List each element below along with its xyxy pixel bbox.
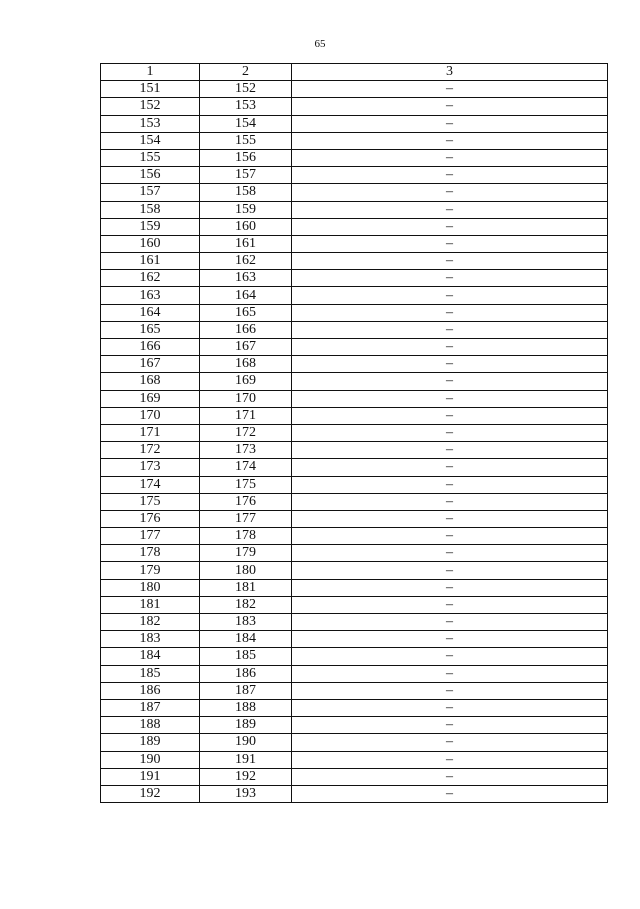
- table-cell: 169: [101, 390, 200, 407]
- table-cell: 166: [200, 321, 292, 338]
- table-cell: 158: [200, 184, 292, 201]
- table-cell: –: [292, 98, 608, 115]
- table-row: [101, 717, 608, 734]
- table-row: [101, 785, 608, 802]
- table-cell: 176: [200, 493, 292, 510]
- table-cell: 184: [101, 648, 200, 665]
- table-cell: –: [292, 407, 608, 424]
- page-number: 65: [314, 38, 326, 50]
- table-cell: 158: [101, 201, 200, 218]
- table-cell: –: [292, 476, 608, 493]
- table-row: [101, 201, 608, 218]
- table-cell: 182: [200, 596, 292, 613]
- table-row: [101, 390, 608, 407]
- table-cell: 192: [200, 768, 292, 785]
- table-cell: –: [292, 356, 608, 373]
- table-cell: 171: [101, 424, 200, 441]
- table-cell: 162: [200, 253, 292, 270]
- table-cell: 159: [200, 201, 292, 218]
- table-cell: 165: [101, 321, 200, 338]
- table-cell: 186: [200, 665, 292, 682]
- table-cell: 160: [200, 218, 292, 235]
- table-cell: 190: [101, 751, 200, 768]
- table-cell: –: [292, 287, 608, 304]
- table-row: [101, 528, 608, 545]
- table-cell: 168: [200, 356, 292, 373]
- table-cell: 185: [101, 665, 200, 682]
- table-cell: –: [292, 528, 608, 545]
- table-cell: 172: [101, 442, 200, 459]
- table-cell: 189: [200, 717, 292, 734]
- table-cell: 167: [101, 356, 200, 373]
- table-cell: 178: [200, 528, 292, 545]
- table-cell: 175: [200, 476, 292, 493]
- table-cell: –: [292, 339, 608, 356]
- table-cell: 154: [101, 132, 200, 149]
- table-row: [101, 235, 608, 252]
- table-row: [101, 149, 608, 166]
- table-cell: –: [292, 510, 608, 527]
- table-cell: –: [292, 459, 608, 476]
- table-cell: 181: [200, 579, 292, 596]
- table-cell: –: [292, 785, 608, 802]
- table-cell: 177: [101, 528, 200, 545]
- table-cell: 152: [101, 98, 200, 115]
- table-cell: –: [292, 373, 608, 390]
- table-cell: –: [292, 493, 608, 510]
- table-cell: 166: [101, 339, 200, 356]
- table-cell: –: [292, 682, 608, 699]
- table-cell: –: [292, 321, 608, 338]
- table-row: [101, 751, 608, 768]
- table-cell: 154: [200, 115, 292, 132]
- table-row: [101, 287, 608, 304]
- table-row: [101, 699, 608, 716]
- table-row: [101, 98, 608, 115]
- table-cell: 192: [101, 785, 200, 802]
- table-cell: 156: [200, 149, 292, 166]
- table-row: [101, 665, 608, 682]
- table-row: [101, 459, 608, 476]
- table-row: [101, 442, 608, 459]
- table-cell: 170: [101, 407, 200, 424]
- table-cell: 160: [101, 235, 200, 252]
- table-cell: 175: [101, 493, 200, 510]
- table-cell: –: [292, 201, 608, 218]
- table-cell: –: [292, 768, 608, 785]
- table-cell: 159: [101, 218, 200, 235]
- table-row: [101, 596, 608, 613]
- table-row: [101, 167, 608, 184]
- table-cell: 157: [101, 184, 200, 201]
- table-cell: 193: [200, 785, 292, 802]
- table-cell: –: [292, 424, 608, 441]
- table-cell: 181: [101, 596, 200, 613]
- table-cell: 157: [200, 167, 292, 184]
- data-table: [100, 63, 608, 803]
- table-row: [101, 132, 608, 149]
- column-header: 3: [292, 64, 608, 81]
- table-body: [101, 81, 608, 803]
- table-cell: 156: [101, 167, 200, 184]
- table-cell: 153: [101, 115, 200, 132]
- table-cell: –: [292, 115, 608, 132]
- table-cell: 164: [101, 304, 200, 321]
- table-cell: –: [292, 631, 608, 648]
- table-row: [101, 184, 608, 201]
- table-cell: 191: [101, 768, 200, 785]
- column-header: 2: [200, 64, 292, 81]
- table-cell: –: [292, 442, 608, 459]
- table-cell: 176: [101, 510, 200, 527]
- table-cell: –: [292, 235, 608, 252]
- table-cell: 170: [200, 390, 292, 407]
- table-cell: –: [292, 734, 608, 751]
- table-cell: 185: [200, 648, 292, 665]
- table-cell: 183: [101, 631, 200, 648]
- table-cell: –: [292, 270, 608, 287]
- table-cell: –: [292, 717, 608, 734]
- table-cell: –: [292, 218, 608, 235]
- table-row: [101, 253, 608, 270]
- table-cell: 187: [200, 682, 292, 699]
- table-row: [101, 356, 608, 373]
- table-row: [101, 304, 608, 321]
- table-cell: 155: [200, 132, 292, 149]
- table-cell: 162: [101, 270, 200, 287]
- table-cell: 171: [200, 407, 292, 424]
- table-cell: –: [292, 167, 608, 184]
- table-cell: –: [292, 304, 608, 321]
- table-row: [101, 373, 608, 390]
- table-cell: 189: [101, 734, 200, 751]
- table-row: [101, 339, 608, 356]
- table-header-row: [101, 64, 608, 81]
- table-cell: –: [292, 579, 608, 596]
- table-cell: –: [292, 81, 608, 98]
- table-cell: 182: [101, 614, 200, 631]
- table-row: [101, 407, 608, 424]
- table-cell: 164: [200, 287, 292, 304]
- table-cell: –: [292, 545, 608, 562]
- table-row: [101, 734, 608, 751]
- table-cell: 180: [101, 579, 200, 596]
- table-cell: 152: [200, 81, 292, 98]
- table-cell: 153: [200, 98, 292, 115]
- table-row: [101, 510, 608, 527]
- table-cell: 177: [200, 510, 292, 527]
- table-cell: 178: [101, 545, 200, 562]
- table-row: [101, 648, 608, 665]
- table-cell: 186: [101, 682, 200, 699]
- table-cell: –: [292, 596, 608, 613]
- table-row: [101, 218, 608, 235]
- table-cell: –: [292, 665, 608, 682]
- table-cell: 188: [200, 699, 292, 716]
- table-cell: 151: [101, 81, 200, 98]
- table-row: [101, 424, 608, 441]
- table-cell: 167: [200, 339, 292, 356]
- table-cell: –: [292, 184, 608, 201]
- table-cell: 168: [101, 373, 200, 390]
- table-cell: –: [292, 390, 608, 407]
- table-row: [101, 81, 608, 98]
- table-row: [101, 493, 608, 510]
- table-cell: 187: [101, 699, 200, 716]
- table-cell: –: [292, 751, 608, 768]
- table-cell: 188: [101, 717, 200, 734]
- table-row: [101, 614, 608, 631]
- table-row: [101, 321, 608, 338]
- table-row: [101, 579, 608, 596]
- table-row: [101, 545, 608, 562]
- table-cell: 161: [101, 253, 200, 270]
- table-cell: 179: [101, 562, 200, 579]
- table-cell: 161: [200, 235, 292, 252]
- table-cell: 191: [200, 751, 292, 768]
- table-cell: 180: [200, 562, 292, 579]
- table-cell: 173: [200, 442, 292, 459]
- table-row: [101, 562, 608, 579]
- table-row: [101, 631, 608, 648]
- table-cell: 179: [200, 545, 292, 562]
- table-cell: 174: [200, 459, 292, 476]
- table-row: [101, 270, 608, 287]
- table-cell: –: [292, 699, 608, 716]
- table-cell: 163: [200, 270, 292, 287]
- table-cell: –: [292, 562, 608, 579]
- table-cell: 174: [101, 476, 200, 493]
- table-cell: 163: [101, 287, 200, 304]
- table-row: [101, 768, 608, 785]
- table-cell: 190: [200, 734, 292, 751]
- table-cell: –: [292, 614, 608, 631]
- table-row: [101, 476, 608, 493]
- column-header: 1: [101, 64, 200, 81]
- table-row: [101, 115, 608, 132]
- table-cell: –: [292, 149, 608, 166]
- table-cell: –: [292, 132, 608, 149]
- table-cell: –: [292, 253, 608, 270]
- table-cell: 173: [101, 459, 200, 476]
- table-cell: 169: [200, 373, 292, 390]
- table-cell: 183: [200, 614, 292, 631]
- table-cell: 184: [200, 631, 292, 648]
- table-cell: 155: [101, 149, 200, 166]
- table-cell: –: [292, 648, 608, 665]
- table-cell: 165: [200, 304, 292, 321]
- table-row: [101, 682, 608, 699]
- table-cell: 172: [200, 424, 292, 441]
